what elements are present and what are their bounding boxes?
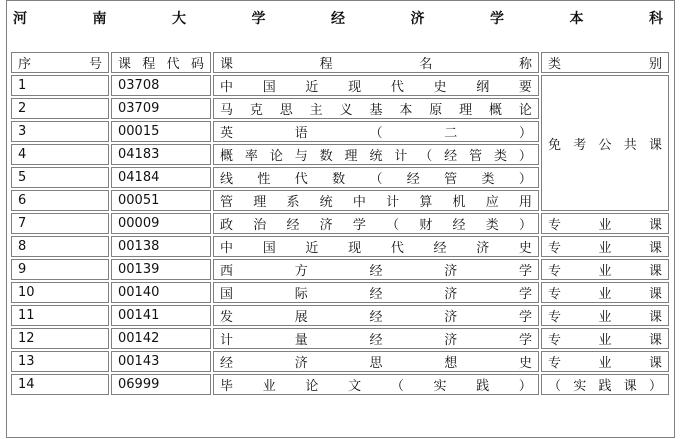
course-name-text	[220, 168, 532, 187]
header-char: 程	[142, 57, 156, 72]
header-name	[213, 52, 539, 73]
course-name-char: 代	[390, 241, 404, 256]
category-text	[548, 214, 662, 233]
cell-seq: 14	[11, 374, 109, 395]
category-text	[548, 134, 662, 153]
course-name-char: 济	[294, 356, 308, 371]
course-name-char: 毕	[220, 379, 234, 394]
category-char: 课	[648, 333, 662, 348]
course-name-char: 统	[319, 195, 333, 210]
course-name-char: 管	[444, 172, 458, 187]
cell-category	[541, 236, 669, 257]
course-name-char: 际	[294, 287, 308, 302]
course-name-char: 计	[220, 333, 234, 348]
category-text	[548, 260, 662, 279]
course-name-char: 英	[220, 126, 234, 141]
course-name-char: 数	[319, 149, 333, 164]
category-text	[548, 306, 662, 325]
table-row	[11, 305, 669, 326]
header-category	[541, 52, 669, 73]
cell-seq: 8	[11, 236, 109, 257]
header-char: 别	[648, 57, 662, 72]
course-name-text	[220, 306, 532, 325]
cell-seq: 12	[11, 328, 109, 349]
course-name-char: 基	[369, 103, 383, 118]
category-char: 专	[548, 287, 562, 302]
category-char: 共	[623, 137, 637, 153]
cell-category	[541, 374, 669, 395]
category-text	[548, 237, 662, 256]
course-name-char: 治	[253, 218, 267, 233]
course-name-char: 国	[262, 80, 276, 95]
header-seq	[11, 52, 109, 73]
cell-code: 03709	[111, 98, 211, 119]
cell-seq: 11	[11, 305, 109, 326]
page-title	[7, 6, 669, 30]
category-char: 践	[598, 379, 612, 394]
course-name-char: 原	[429, 103, 443, 118]
course-name-char: 论	[518, 103, 532, 118]
category-char: 考	[573, 137, 587, 153]
course-name-char: 性	[257, 172, 271, 187]
course-name-text	[220, 122, 532, 141]
course-name-char: 济	[444, 264, 458, 279]
cell-code: 00051	[111, 190, 211, 211]
course-table	[9, 50, 671, 397]
cell-course-name	[213, 236, 539, 257]
course-name-char: ）	[518, 379, 532, 394]
cell-code: 00015	[111, 121, 211, 142]
cell-code: 00141	[111, 305, 211, 326]
title-char: 济	[410, 11, 425, 27]
cell-code: 00140	[111, 282, 211, 303]
cell-seq: 9	[11, 259, 109, 280]
course-name-char: 类	[493, 149, 507, 164]
course-name-char: 近	[305, 241, 319, 256]
course-name-char: 学	[518, 310, 532, 325]
course-name-char: 学	[518, 264, 532, 279]
course-name-char: 数	[332, 172, 346, 187]
category-char: 实	[573, 379, 587, 394]
cell-course-name	[213, 213, 539, 234]
course-name-char: ）	[518, 218, 532, 233]
category-char: 专	[548, 333, 562, 348]
course-name-char: 代	[390, 80, 404, 95]
cell-category	[541, 75, 669, 211]
course-name-char: 义	[339, 103, 353, 118]
category-char: 课	[648, 287, 662, 302]
course-name-char: ）	[518, 126, 532, 141]
course-name-char: 学	[352, 218, 366, 233]
course-name-char: 概	[489, 103, 503, 118]
cell-code: 03708	[111, 75, 211, 96]
course-name-char: 经	[220, 356, 234, 371]
header-char: 课	[220, 57, 234, 72]
category-char: 课	[623, 379, 637, 394]
header-char: 代	[166, 57, 180, 72]
course-name-char: 理	[344, 149, 358, 164]
cell-code: 00009	[111, 213, 211, 234]
course-name-char: 经	[369, 310, 383, 325]
course-name-char: 类	[481, 172, 495, 187]
cell-course-name	[213, 374, 539, 395]
table-row	[11, 236, 669, 257]
course-name-char: 要	[518, 80, 532, 95]
table-header-row	[11, 52, 669, 73]
category-char: 免	[548, 137, 562, 153]
category-char: 业	[598, 218, 612, 233]
course-name-char: 计	[394, 149, 408, 164]
course-name-char: 经	[286, 218, 300, 233]
cell-code: 00143	[111, 351, 211, 372]
course-name-char: 论	[269, 149, 283, 164]
course-name-text	[220, 214, 532, 233]
course-name-char: 用	[518, 195, 532, 210]
table-row	[11, 213, 669, 234]
course-name-text	[220, 283, 532, 302]
course-name-char: 济	[444, 287, 458, 302]
course-name-char: 经	[433, 241, 447, 256]
category-char: 专	[548, 310, 562, 325]
cell-category	[541, 282, 669, 303]
course-name-text	[220, 260, 532, 279]
course-name-char: 经	[452, 218, 466, 233]
category-char: 业	[598, 310, 612, 325]
course-name-char: 经	[369, 264, 383, 279]
course-name-char: 史	[518, 241, 532, 256]
cell-seq: 2	[11, 98, 109, 119]
table-row	[11, 75, 669, 96]
category-char: 课	[648, 241, 662, 256]
title-char: 大	[172, 11, 186, 27]
table-row	[11, 374, 669, 395]
course-name-char: （	[369, 172, 383, 187]
course-name-text	[220, 375, 532, 394]
course-name-char: 管	[469, 149, 483, 164]
cell-course-name	[213, 259, 539, 280]
course-name-char: 率	[244, 149, 258, 164]
table-row	[11, 351, 669, 372]
cell-seq: 10	[11, 282, 109, 303]
course-name-char: 理	[253, 195, 267, 210]
course-name-char: 实	[433, 379, 447, 394]
cell-code: 00142	[111, 328, 211, 349]
course-name-char: 济	[319, 218, 333, 233]
course-name-char: 中	[352, 195, 366, 210]
course-name-char: 中	[220, 241, 234, 256]
course-name-char: 近	[305, 80, 319, 95]
cell-seq: 6	[11, 190, 109, 211]
category-text	[548, 352, 662, 371]
category-char: 专	[548, 218, 562, 233]
course-name-char: 马	[220, 103, 234, 118]
course-name-char: 展	[294, 310, 308, 325]
category-char: 课	[648, 264, 662, 279]
course-name-char: 史	[518, 356, 532, 371]
course-name-char: 思	[279, 103, 293, 118]
course-name-char: 代	[294, 172, 308, 187]
course-name-char: 经	[369, 333, 383, 348]
title-char: 本	[569, 11, 584, 27]
cell-code: 04184	[111, 167, 211, 188]
cell-seq: 3	[11, 121, 109, 142]
course-name-char: （	[390, 379, 404, 394]
course-name-char: （	[419, 149, 433, 164]
category-char: 业	[598, 333, 612, 348]
category-char: 专	[548, 356, 562, 371]
header-char: 类	[548, 57, 562, 72]
course-name-char: 文	[348, 379, 362, 394]
cell-course-name	[213, 167, 539, 188]
course-name-char: 方	[294, 264, 308, 279]
course-name-char: 语	[294, 126, 308, 141]
cell-seq: 13	[11, 351, 109, 372]
course-name-char: 纲	[476, 80, 490, 95]
course-name-char: 克	[249, 103, 263, 118]
course-name-char: 发	[220, 310, 234, 325]
header-char: 号	[88, 57, 102, 72]
course-name-char: 现	[348, 80, 362, 95]
course-name-char: 系	[286, 195, 300, 210]
category-char: 专	[548, 264, 562, 279]
course-name-char: 想	[444, 356, 458, 371]
category-char: 课	[648, 218, 662, 233]
category-char: 课	[648, 356, 662, 371]
course-name-char: 概	[220, 149, 234, 164]
course-name-char: 主	[309, 103, 323, 118]
course-name-char: 中	[220, 80, 234, 95]
course-name-char: 统	[369, 149, 383, 164]
cell-course-name	[213, 121, 539, 142]
title-char: 学	[490, 11, 504, 27]
table-row	[11, 282, 669, 303]
cell-seq: 1	[11, 75, 109, 96]
category-char: ）	[648, 379, 662, 394]
category-char: 业	[598, 287, 612, 302]
cell-category	[541, 213, 669, 234]
course-name-text	[220, 237, 532, 256]
course-name-char: 类	[485, 218, 499, 233]
category-char: 业	[598, 356, 612, 371]
course-name-char: ）	[518, 149, 532, 164]
cell-course-name	[213, 351, 539, 372]
category-text	[548, 283, 662, 302]
course-name-text	[220, 191, 532, 210]
title-char: 经	[331, 11, 345, 27]
category-char: 课	[648, 137, 662, 153]
course-name-char: 西	[220, 264, 234, 279]
header-char: 程	[319, 57, 333, 72]
cell-course-name	[213, 98, 539, 119]
category-text	[548, 375, 662, 394]
course-name-char: 理	[459, 103, 473, 118]
category-char: 课	[648, 310, 662, 325]
cell-course-name	[213, 282, 539, 303]
course-name-text	[220, 76, 532, 95]
cell-course-name	[213, 144, 539, 165]
course-name-char: 政	[220, 218, 234, 233]
course-name-text	[220, 99, 532, 118]
course-name-char: 学	[518, 287, 532, 302]
course-name-char: 国	[262, 241, 276, 256]
course-name-char: 经	[444, 149, 458, 164]
category-char: 专	[548, 241, 562, 256]
title-char: 南	[92, 11, 107, 27]
course-name-char: 现	[348, 241, 362, 256]
course-name-char: 经	[369, 287, 383, 302]
course-name-char: 管	[220, 195, 234, 210]
cell-code: 00138	[111, 236, 211, 257]
title-char: 河	[13, 11, 27, 27]
category-text	[548, 329, 662, 348]
cell-course-name	[213, 305, 539, 326]
cell-code: 04183	[111, 144, 211, 165]
course-name-text	[220, 352, 532, 371]
course-name-char: （	[386, 218, 400, 233]
table-row	[11, 328, 669, 349]
cell-seq: 7	[11, 213, 109, 234]
course-name-char: 论	[305, 379, 319, 394]
course-name-char: 算	[419, 195, 433, 210]
table-row	[11, 259, 669, 280]
course-name-char: 济	[444, 310, 458, 325]
header-char: 码	[190, 57, 204, 72]
course-name-char: 济	[476, 241, 490, 256]
cell-category	[541, 351, 669, 372]
course-name-char: 史	[433, 80, 447, 95]
cell-code: 06999	[111, 374, 211, 395]
course-name-char: 与	[294, 149, 308, 164]
cell-code: 00139	[111, 259, 211, 280]
category-char: 业	[598, 241, 612, 256]
header-char: 称	[518, 57, 532, 72]
course-name-char: ）	[518, 172, 532, 187]
cell-seq: 4	[11, 144, 109, 165]
course-name-char: 思	[369, 356, 383, 371]
course-name-char: （	[369, 126, 383, 141]
cell-course-name	[213, 190, 539, 211]
course-name-char: 业	[262, 379, 276, 394]
course-name-char: 本	[399, 103, 413, 118]
header-code	[111, 52, 211, 73]
course-name-char: 济	[444, 333, 458, 348]
cell-category	[541, 259, 669, 280]
course-name-char: 践	[476, 379, 490, 394]
header-char: 名	[419, 57, 433, 72]
title-char: 学	[251, 11, 266, 27]
course-name-char: 国	[220, 287, 234, 302]
course-name-text	[220, 329, 532, 348]
course-name-char: 经	[406, 172, 420, 187]
course-name-char: 二	[444, 126, 458, 141]
cell-course-name	[213, 75, 539, 96]
cell-course-name	[213, 328, 539, 349]
course-name-char: 量	[294, 333, 308, 348]
course-name-char: 线	[220, 172, 234, 187]
title-char: 科	[649, 11, 663, 27]
course-name-char: 学	[518, 333, 532, 348]
category-char: 公	[598, 137, 612, 153]
cell-seq: 5	[11, 167, 109, 188]
course-name-char: 机	[452, 195, 466, 210]
header-char: 课	[118, 57, 132, 72]
course-name-char: 计	[386, 195, 400, 210]
category-char: （	[548, 379, 562, 394]
course-name-char: 财	[419, 218, 433, 233]
cell-category	[541, 305, 669, 326]
course-name-text	[220, 145, 532, 164]
category-char: 业	[598, 264, 612, 279]
cell-category	[541, 328, 669, 349]
header-char: 序	[18, 57, 32, 72]
course-name-char: 应	[485, 195, 499, 210]
